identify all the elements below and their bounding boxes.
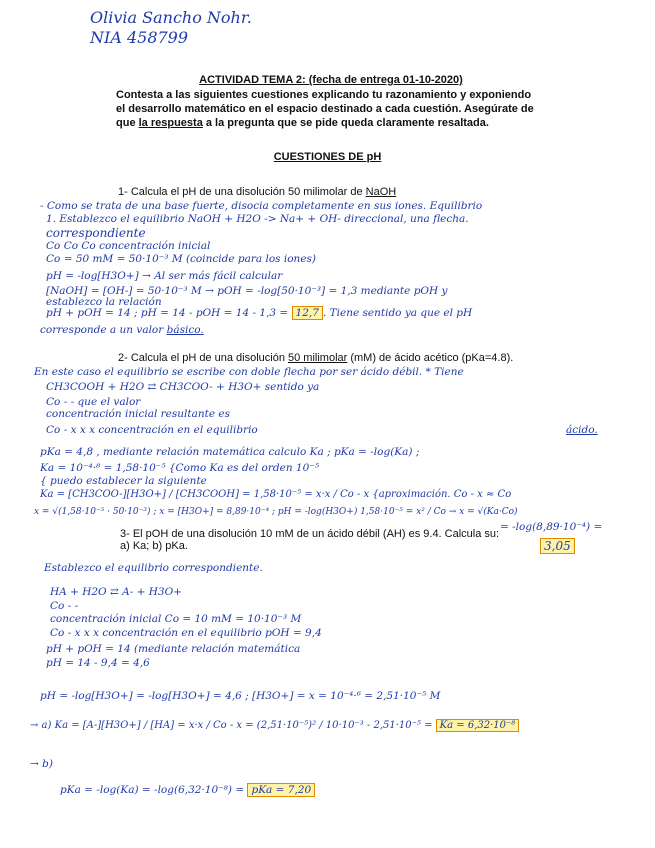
q2-line: concentración inicial resultante es <box>46 408 231 420</box>
q2-line: Ka = 10⁻⁴·⁸ = 1,58·10⁻⁵ {Como Ka es del orden 10⁻⁵ <box>40 462 320 474</box>
q3-ka-calc: → a) Ka = [A-][H3O+] / [HA] = x·x / Co - x = (2,51·10⁻⁵)² / 10·10⁻³ - 2,51·10⁻⁵ = <box>30 720 436 731</box>
assignment-title: ACTIVIDAD TEMA 2: (fecha de entrega 01-10-2020) <box>199 74 463 86</box>
q2-line: CH3COOH + H2O ⇄ CH3COO- + H3O+ sentido ya <box>46 381 320 393</box>
q3-line: pH = -log[H3O+] = -log[H3O+] = 4,6 ; [H3O+] = x = 10⁻⁴·⁶ = 2,51·10⁻⁵ M <box>40 690 441 702</box>
q1-compound: NaOH <box>365 186 397 198</box>
q1-line: establezco la relación <box>46 296 162 308</box>
q1-text: 1- Calcula el pH de una disolución 50 milimolar de <box>118 186 366 198</box>
q2-line: Co - x x x concentración en el equilibrio <box>46 424 258 436</box>
q3-pka-calc: pKa = -log(Ka) = -log(6,32·10⁻⁸) = <box>60 784 248 796</box>
q1-line: pH = -log[H3O+] → Al ser más fácil calcular <box>46 270 283 282</box>
q3-ka-answer: Ka = 6,32·10⁻⁸ <box>436 719 520 732</box>
assignment-header <box>116 74 546 130</box>
question-1 <box>118 186 396 198</box>
instructions-3b: la respuesta <box>138 117 203 129</box>
q2-line: { puedo establecer la siguiente <box>40 475 207 487</box>
q1-comment: . Tiene sentido ya que el pH <box>322 307 473 319</box>
q2-answer: 3,05 <box>540 538 575 554</box>
instructions <box>116 88 546 130</box>
q2-line: Ka = [CH3COO-][H3O+] / [CH3COOH] = 1,58·10⁻⁵ = x·x / Co - x {aproximación. Co - x ≈ Co <box>40 489 512 500</box>
instructions-line-3 <box>116 116 546 130</box>
q2-line: pKa = 4,8 , mediante relación matemática calculo Ka ; pKa = -log(Ka) ; <box>40 446 420 458</box>
student-name: Olivia Sancho Nohr. <box>90 8 252 27</box>
q1-result-line <box>46 307 472 319</box>
q3-line: Establezco el equilibrio correspondiente. <box>44 562 263 574</box>
instructions-line-2: el desarrollo matemático en el espacio destinado a cada cuestión. Asegúrate de <box>116 103 534 115</box>
q3-line: HA + H2O ⇄ A- + H3O+ <box>50 586 182 598</box>
q3-line: Co - x x x concentración en el equilibrio pOH = 9,4 <box>50 627 322 639</box>
q1-conclusion-text: corresponde a un valor <box>40 324 167 336</box>
question-2 <box>118 352 513 364</box>
q3-text-a: 3- El pOH de una disolución 10 mM de un ácido débil (AH) es 9.4. Calcula su: <box>120 528 500 540</box>
q2-concentration: 50 milimolar <box>288 352 348 364</box>
q1-line: correspondiente <box>46 226 146 240</box>
q2-text-a: 2- Calcula el pH de una disolución <box>118 352 288 364</box>
q1-conclusion-basic: básico. <box>166 324 204 336</box>
q1-line: Co = 50 mM = 50·10⁻³ M (coincide para los iones) <box>46 253 317 265</box>
q2-result-line <box>500 521 602 533</box>
q3-line: Co - - <box>50 600 79 612</box>
student-nia: NIA 458799 <box>90 28 189 47</box>
instructions-line-1: Contesta a las siguientes cuestiones explicando tu razonamiento y exponiendo <box>116 89 532 101</box>
q1-line: 1. Establezco el equilibrio NaOH + H2O -> Na+ + OH- direccional, una flecha. <box>46 213 469 225</box>
q2-line: x = √(1,58·10⁻⁵ · 50·10⁻³) ; x = [H3O+] = 8,89·10⁻⁴ ; pH = -log(H3O+) 1,58·10⁻⁵ = x² / Co → x = √(Ka·Co) <box>34 507 518 517</box>
q2-line: En este caso el equilibrio se escribe con doble flecha por ser ácido débil. * Tiene <box>34 366 464 378</box>
q3-line: → b) <box>30 758 53 770</box>
q3-pka-answer: pKa = 7,20 <box>247 783 315 797</box>
instructions-3a: que <box>116 117 139 129</box>
q1-line: - Como se trata de una base fuerte, disocia completamente en sus iones. Equilibrio <box>40 200 483 212</box>
instructions-3c: a la pregunta que se pide queda claramente resaltada. <box>202 117 489 129</box>
q1-line: Co Co Co concentración inicial <box>46 240 211 252</box>
q3-line: concentración inicial Co = 10 mM = 10·10⁻³ M <box>50 613 302 625</box>
q3-line: pH + pOH = 14 (mediante relación matemática <box>46 643 301 655</box>
q2-calc: = -log(8,89·10⁻⁴) = <box>500 521 603 533</box>
q3-line: pH = 14 - 9,4 = 4,6 <box>46 657 150 669</box>
question-3 <box>120 528 499 552</box>
q2-line: Co - - que el valor <box>46 396 141 408</box>
q2-line: ácido. <box>566 424 598 436</box>
q3-pka-line <box>60 784 315 796</box>
section-title: CUESTIONES DE pH <box>273 151 382 163</box>
q1-answer: 12,7 <box>292 306 323 320</box>
q3-text-b: a) Ka; b) pKa. <box>120 540 188 552</box>
q2-text-c: (mM) de ácido acético (pKa=4.8). <box>347 352 514 364</box>
q1-line: [NaOH] = [OH-] = 50·10⁻³ M → pOH = -log[50·10⁻³] = 1,3 mediante pOH y <box>46 285 448 297</box>
q3-ka-line <box>30 720 519 731</box>
q1-calc: pH + pOH = 14 ; pH = 14 - pOH = 14 - 1,3 = <box>46 307 292 319</box>
q1-conclusion <box>40 324 204 336</box>
